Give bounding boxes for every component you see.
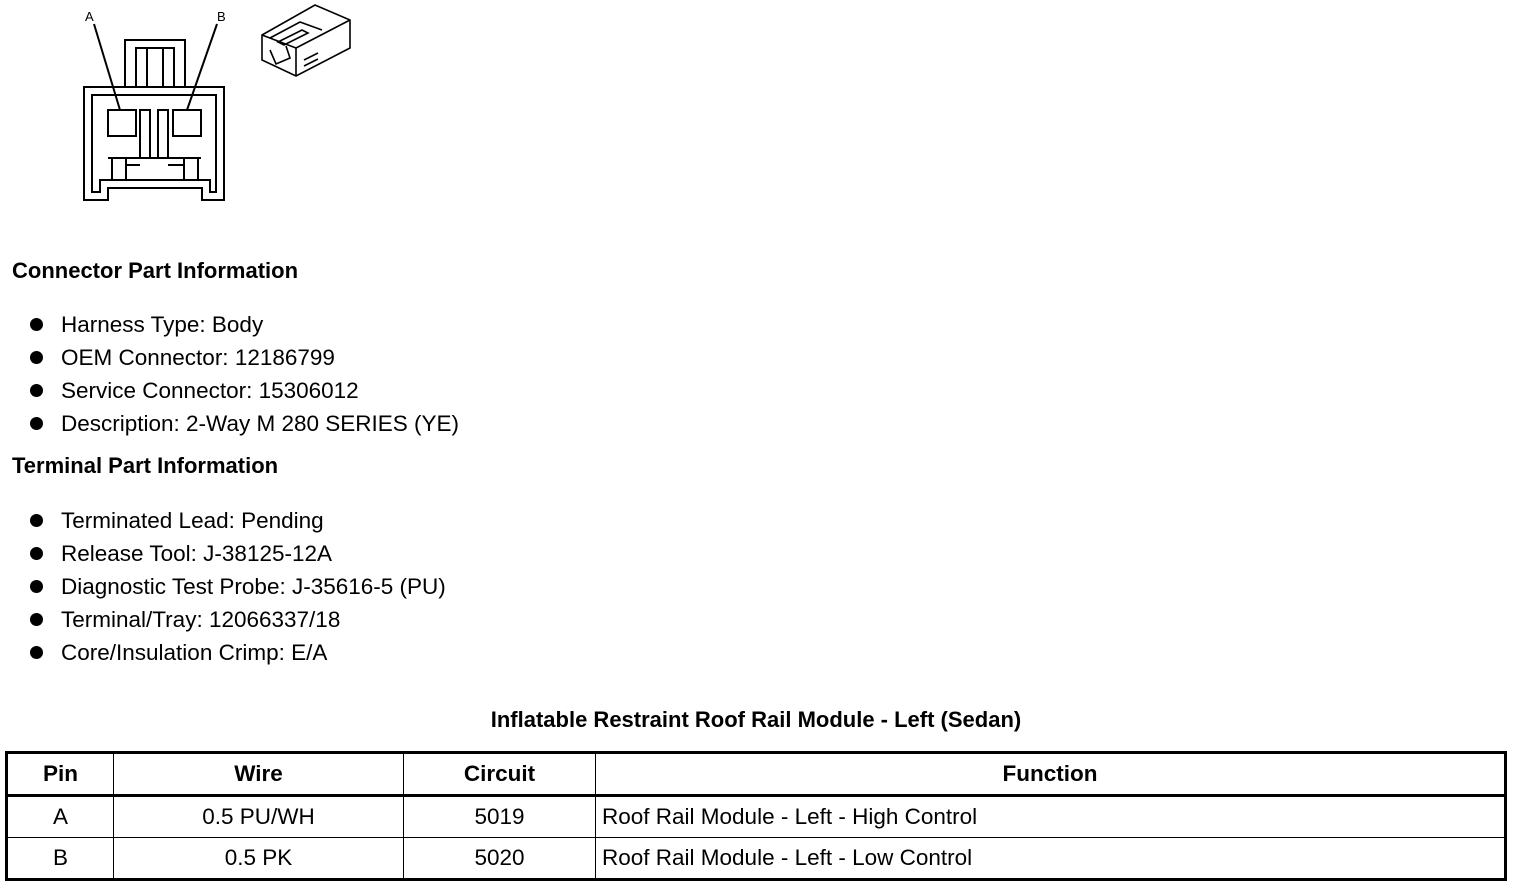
list-item [30,308,459,341]
table-header-row [7,753,1506,796]
column-header-circuit: Circuit [404,753,596,796]
table-row [7,838,1506,880]
column-header-wire: Wire [114,753,404,796]
list-item [30,537,446,570]
bullet-icon [30,580,43,593]
pin-b-label: B [217,9,226,24]
description: Description: 2-Way M 280 SERIES (YE) [61,411,460,436]
wire-cell: 0.5 PU/WH [114,796,404,838]
bullet-icon [30,318,43,331]
pin-a-label: A [85,9,94,24]
pin-cell: A [7,796,114,838]
table-row [7,796,1506,838]
column-header-function: Function [596,753,1506,796]
wire-cell: 0.5 PK [114,838,404,880]
list-item [30,570,446,603]
column-header-pin: Pin [7,753,114,796]
core-insulation-crimp: Core/Insulation Crimp: E/A [61,640,328,665]
list-item [30,504,446,537]
list-item [30,374,459,407]
function-cell: Roof Rail Module - Left - Low Control [596,838,1506,880]
harness-type: Harness Type: Body [61,312,264,337]
pin-cell: B [7,838,114,880]
diagnostic-test-probe: Diagnostic Test Probe: J-35616-5 (PU) [61,574,446,599]
bullet-icon [30,613,43,626]
bullet-icon [30,646,43,659]
bullet-icon [30,351,43,364]
connector-part-info-heading: Connector Part Information [12,258,299,283]
service-connector: Service Connector: 15306012 [61,378,359,403]
table-title: Inflatable Restraint Roof Rail Module - Left (Sedan) [490,707,1022,732]
circuit-cell: 5020 [404,838,596,880]
bullet-icon [30,547,43,560]
function-cell: Roof Rail Module - Left - High Control [596,796,1506,838]
release-tool: Release Tool: J-38125-12A [61,541,333,566]
list-item [30,603,446,636]
pin-table [5,751,1507,881]
list-item [30,407,459,440]
bullet-icon [30,417,43,430]
oem-connector: OEM Connector: 12186799 [61,345,335,370]
bullet-icon [30,514,43,527]
connector-face-diagram [60,0,250,210]
terminal-info-list [30,504,446,669]
circuit-cell: 5019 [404,796,596,838]
bullet-icon [30,384,43,397]
list-item [30,341,459,374]
connector-isometric-view [254,0,364,85]
list-item [30,636,446,669]
terminated-lead: Terminated Lead: Pending [61,508,324,533]
terminal-part-info-heading: Terminal Part Information [12,453,279,478]
connector-info-list [30,308,459,440]
terminal-tray: Terminal/Tray: 12066337/18 [61,607,341,632]
